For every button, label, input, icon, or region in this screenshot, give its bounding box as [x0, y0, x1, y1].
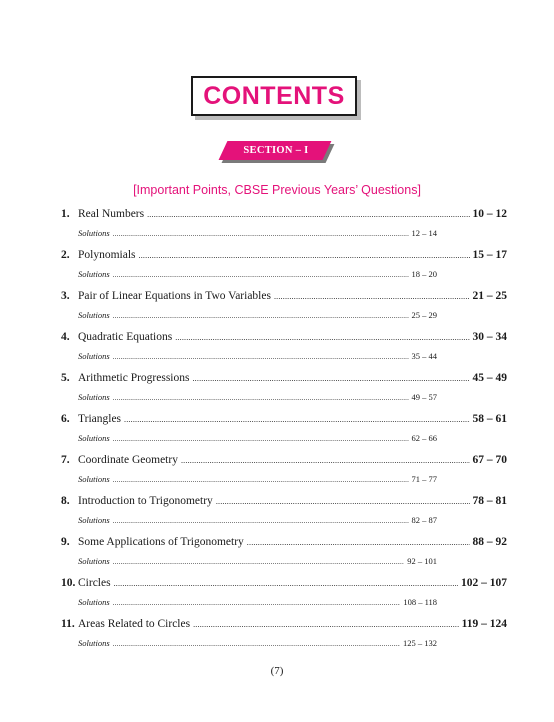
- chapter-row[interactable]: [61, 413, 507, 425]
- leader-dots: [192, 374, 469, 383]
- chapter-pages: 78 – 81: [472, 495, 507, 507]
- chapter-pages: 45 – 49: [472, 372, 507, 384]
- chapter-title: Quadratic Equations: [78, 331, 173, 343]
- leader-dots: [124, 415, 469, 424]
- solutions-label: Solutions: [78, 310, 110, 320]
- solutions-label: Solutions: [78, 392, 110, 402]
- leader-dots: [113, 599, 401, 607]
- toc-entry: [61, 495, 507, 536]
- solutions-row[interactable]: [78, 597, 437, 607]
- chapter-number: 2.: [61, 249, 70, 261]
- chapter-title: Arithmetic Progressions: [78, 372, 190, 384]
- chapter-title: Coordinate Geometry: [78, 454, 178, 466]
- chapter-title: Circles: [78, 577, 111, 589]
- solution-pages: 82 – 87: [411, 515, 437, 525]
- chapter-row[interactable]: [61, 249, 507, 261]
- chapter-title: Areas Related to Circles: [78, 618, 191, 630]
- section-badge: [223, 141, 329, 161]
- chapter-pages: 67 – 70: [472, 454, 507, 466]
- chapter-number: 6.: [61, 413, 70, 425]
- chapter-row[interactable]: [61, 290, 507, 302]
- leader-dots: [216, 497, 470, 506]
- solutions-label: Solutions: [78, 269, 110, 279]
- leader-dots: [113, 640, 400, 648]
- chapter-title: Real Numbers: [78, 208, 145, 220]
- leader-dots: [113, 558, 405, 566]
- chapter-number: 1.: [61, 208, 70, 220]
- leader-dots: [113, 353, 409, 361]
- solutions-row[interactable]: [78, 351, 437, 361]
- solutions-label: Solutions: [78, 515, 110, 525]
- chapter-number: 8.: [61, 495, 70, 507]
- toc-entry: [61, 331, 507, 372]
- solutions-label: Solutions: [78, 433, 110, 443]
- solutions-label: Solutions: [78, 228, 110, 238]
- chapter-number: 10.: [61, 577, 76, 589]
- chapter-number: 11.: [61, 618, 75, 630]
- toc-entry: [61, 208, 507, 249]
- page-title: CONTENTS: [203, 81, 345, 110]
- chapter-pages: 119 – 124: [461, 618, 507, 630]
- leader-dots: [113, 435, 409, 443]
- chapter-title: Introduction to Trigonometry: [78, 495, 213, 507]
- solutions-row[interactable]: [78, 392, 437, 402]
- contents-title-box: [191, 76, 357, 116]
- chapter-pages: 102 – 107: [461, 577, 507, 589]
- section-subtitle: [Important Points, CBSE Previous Years’ Questions]: [133, 183, 421, 197]
- chapter-row[interactable]: [61, 331, 507, 343]
- leader-dots: [147, 210, 469, 219]
- leader-dots: [113, 271, 409, 279]
- chapter-row[interactable]: [61, 495, 507, 507]
- chapter-pages: 58 – 61: [472, 413, 507, 425]
- chapter-number: 3.: [61, 290, 70, 302]
- toc-entry: [61, 536, 507, 577]
- chapter-pages: 15 – 17: [472, 249, 507, 261]
- solutions-label: Solutions: [78, 474, 110, 484]
- chapter-title: Triangles: [78, 413, 122, 425]
- solutions-row[interactable]: [78, 638, 437, 648]
- chapter-row[interactable]: [61, 618, 507, 630]
- chapter-title: Pair of Linear Equations in Two Variables: [78, 290, 271, 302]
- toc-entry: [61, 372, 507, 413]
- chapter-row[interactable]: [61, 372, 507, 384]
- leader-dots: [113, 230, 409, 238]
- leader-dots: [139, 251, 470, 260]
- solution-pages: 49 – 57: [411, 392, 437, 402]
- solutions-label: Solutions: [78, 556, 110, 566]
- chapter-number: 4.: [61, 331, 70, 343]
- solutions-label: Solutions: [78, 638, 110, 648]
- chapter-title: Polynomials: [78, 249, 136, 261]
- solutions-row[interactable]: [78, 474, 437, 484]
- solutions-label: Solutions: [78, 351, 110, 361]
- solution-pages: 125 – 132: [403, 638, 437, 648]
- chapter-number: 7.: [61, 454, 70, 466]
- chapter-pages: 21 – 25: [472, 290, 507, 302]
- toc-entry: [61, 577, 507, 618]
- page-number: (7): [270, 665, 284, 677]
- chapter-title: Some Applications of Trigonometry: [78, 536, 244, 548]
- toc-entry: [61, 290, 507, 331]
- solutions-row[interactable]: [78, 515, 437, 525]
- leader-dots: [193, 620, 459, 629]
- solution-pages: 108 – 118: [403, 597, 437, 607]
- solutions-label: Solutions: [78, 597, 110, 607]
- toc-entry: [61, 413, 507, 454]
- solution-pages: 12 – 14: [411, 228, 437, 238]
- solutions-row[interactable]: [78, 433, 437, 443]
- section-label: SECTION – I: [243, 145, 309, 156]
- chapter-pages: 30 – 34: [472, 331, 507, 343]
- leader-dots: [113, 312, 409, 320]
- chapter-row[interactable]: [61, 208, 507, 220]
- chapter-number: 5.: [61, 372, 70, 384]
- solution-pages: 62 – 66: [411, 433, 437, 443]
- solution-pages: 35 – 44: [411, 351, 437, 361]
- solution-pages: 71 – 77: [411, 474, 437, 484]
- toc-entry: [61, 454, 507, 495]
- solutions-row[interactable]: [78, 556, 437, 566]
- leader-dots: [113, 517, 409, 525]
- table-of-contents: [61, 208, 507, 659]
- leader-dots: [113, 394, 409, 402]
- chapter-row[interactable]: [61, 536, 507, 548]
- leader-dots: [274, 292, 470, 301]
- solutions-row[interactable]: [78, 310, 437, 320]
- chapter-number: 9.: [61, 536, 70, 548]
- solutions-row[interactable]: [78, 228, 437, 238]
- toc-entry: [61, 249, 507, 290]
- solution-pages: 18 – 20: [411, 269, 437, 279]
- solutions-row[interactable]: [78, 269, 437, 279]
- solution-pages: 25 – 29: [411, 310, 437, 320]
- chapter-row[interactable]: [61, 577, 507, 589]
- chapter-pages: 10 – 12: [472, 208, 507, 220]
- chapter-row[interactable]: [61, 454, 507, 466]
- leader-dots: [181, 456, 470, 465]
- leader-dots: [113, 476, 409, 484]
- toc-entry: [61, 618, 507, 659]
- leader-dots: [247, 538, 470, 547]
- leader-dots: [175, 333, 469, 342]
- leader-dots: [114, 579, 458, 588]
- solution-pages: 92 – 101: [407, 556, 437, 566]
- chapter-pages: 88 – 92: [472, 536, 507, 548]
